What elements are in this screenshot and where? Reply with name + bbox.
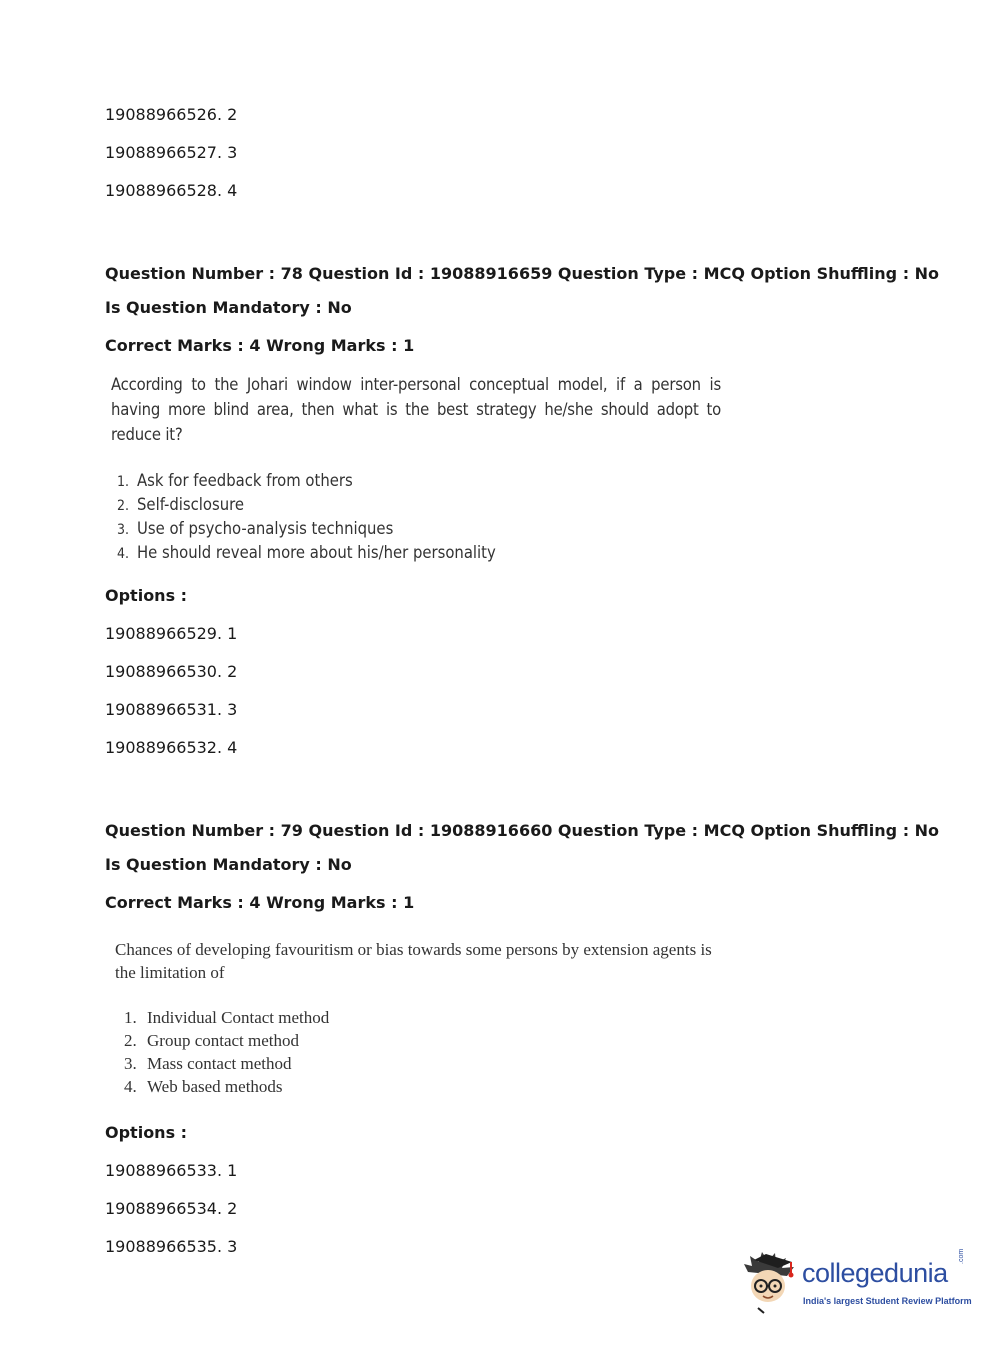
collegedunia-logo[interactable] (742, 1250, 972, 1315)
option-line: 19088966529. 1 (105, 624, 238, 643)
option-line: 19088966527. 3 (105, 143, 238, 162)
q79-choices (115, 1006, 725, 1098)
choice-item: 2. Self-disclosure (133, 493, 721, 517)
choice-item: 2. Group contact method (141, 1029, 725, 1052)
q78-mandatory: Is Question Mandatory : No (105, 298, 352, 317)
q78-stem: According to the Johari window inter-personal conceptual model, if a person is having more blind area, then what is the best strategy he/she should adopt to reduce it? (111, 375, 721, 444)
option-line: 19088966528. 4 (105, 181, 238, 200)
choice-item: 3. Use of psycho-analysis techniques (133, 517, 721, 541)
choice-item: 1. Ask for feedback from others (133, 469, 721, 493)
logo-tagline: India's largest Student Review Platform (803, 1296, 972, 1306)
q79-mandatory: Is Question Mandatory : No (105, 855, 352, 874)
q78-question-block (111, 372, 721, 565)
mascot-icon (742, 1250, 800, 1315)
q79-question-block (115, 938, 725, 1098)
q79-marks: Correct Marks : 4 Wrong Marks : 1 (105, 893, 415, 912)
q78-options-label: Options : (105, 586, 188, 605)
option-line: 19088966530. 2 (105, 662, 238, 681)
choice-item: 4. He should reveal more about his/her personality (133, 541, 721, 565)
logo-com: .com (958, 1248, 965, 1264)
option-line: 19088966526. 2 (105, 105, 238, 124)
option-line: 19088966531. 3 (105, 700, 238, 719)
option-line: 19088966532. 4 (105, 738, 238, 757)
option-line: 19088966533. 1 (105, 1161, 238, 1180)
q78-marks: Correct Marks : 4 Wrong Marks : 1 (105, 336, 415, 355)
choice-item: 1. Individual Contact method (141, 1006, 725, 1029)
option-line: 19088966535. 3 (105, 1237, 238, 1256)
option-line: 19088966534. 2 (105, 1199, 238, 1218)
q79-stem: Chances of developing favouritism or bias towards some persons by extension agents is the limitation of (115, 940, 712, 982)
choice-item: 4. Web based methods (141, 1075, 725, 1098)
logo-wordmark: collegedunia (802, 1258, 948, 1288)
q78-header: Question Number : 78 Question Id : 19088916659 Question Type : MCQ Option Shuffling : No (105, 264, 940, 283)
q79-header: Question Number : 79 Question Id : 19088916660 Question Type : MCQ Option Shuffling : No (105, 821, 940, 840)
q78-choices (111, 469, 721, 565)
choice-item: 3. Mass contact method (141, 1052, 725, 1075)
q79-options-label: Options : (105, 1123, 188, 1142)
